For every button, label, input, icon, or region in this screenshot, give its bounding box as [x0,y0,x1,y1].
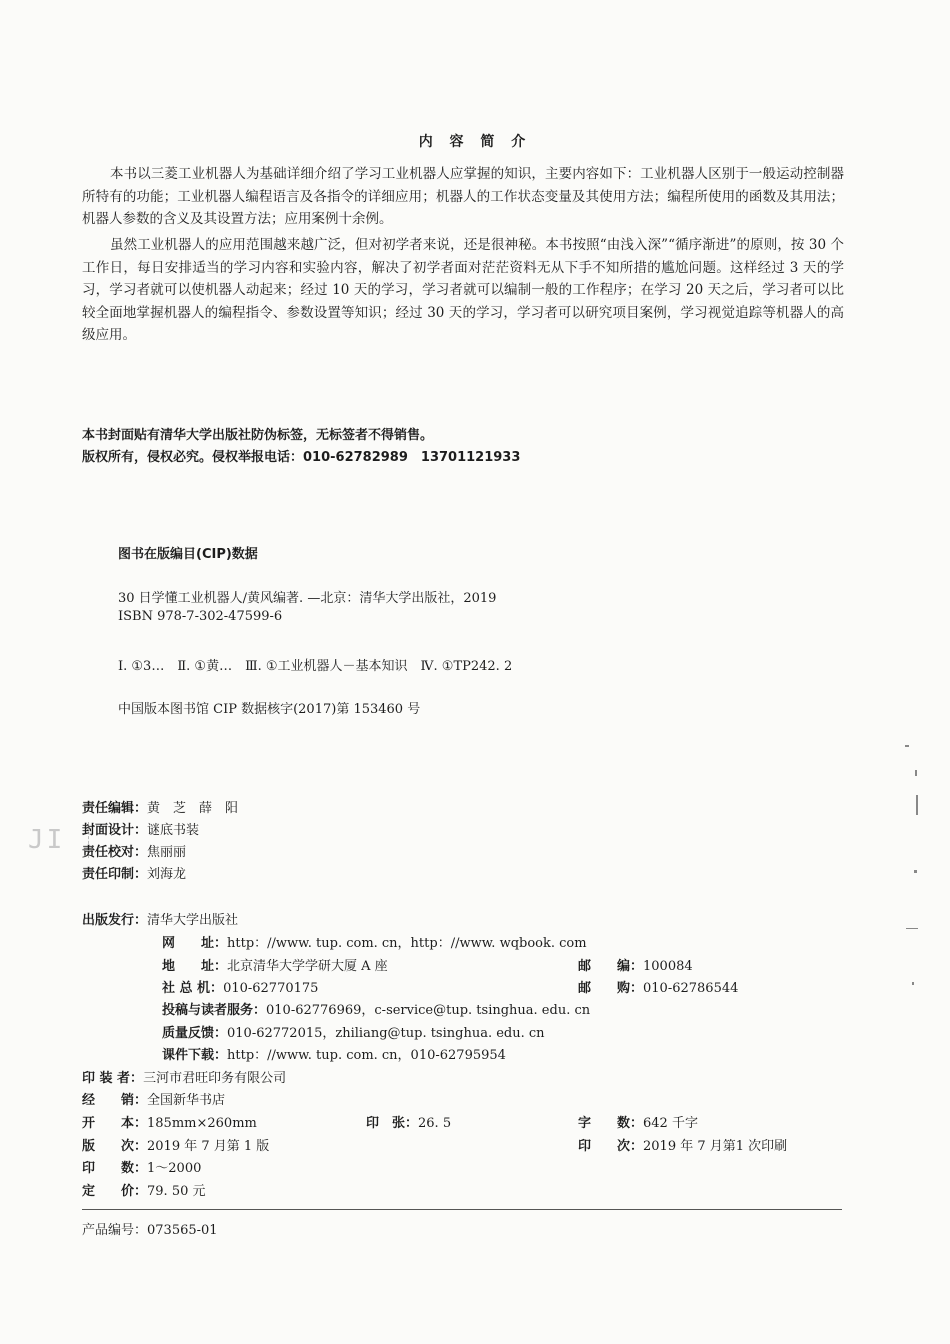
credit-value: 谜底书装 [147,823,200,838]
spec-edition [82,1135,269,1154]
price-label: 定 价： [82,1184,148,1199]
publisher-address [162,955,388,974]
cip-title-line: 30 日学懂工业机器人/黄风编著. —北京：清华大学出版社，2019 [118,591,497,606]
publisher-mailorder [578,977,738,996]
submission-value: 010-62776969，c-service@tup. tsinghua. edu. cn [266,1003,591,1018]
cip-record-number: 中国版本图书馆 CIP 数据核字(2017)第 153460 号 [118,702,421,717]
printing-value: 2019 年 7 月第1 次印刷 [643,1139,788,1154]
cip-classification: Ⅰ. ①3… Ⅱ. ①黄… Ⅲ. ①工业机器人－基本知识 Ⅳ. ①TP242. 2 [118,659,513,674]
publisher-submission [162,999,590,1018]
website-label: 网 址： [162,936,228,951]
format-label: 开 本： [82,1116,148,1131]
spec-printing [578,1135,787,1154]
switchboard-value: 010-62770175 [223,981,319,996]
credit-value: 黄 芝 薛 阳 [147,801,239,816]
address-label: 地 址： [162,959,228,974]
printer-label: 印 装 者： [82,1071,144,1086]
postcode-label: 邮 编： [578,959,644,974]
scan-mark [905,745,909,747]
summary-heading: 内 容 简 介 [418,134,532,150]
credit-editor [82,797,238,816]
postcode-value: 100084 [643,959,693,974]
sheets-value: 26. 5 [418,1116,452,1131]
summary-paragraph-1: 本书以三菱工业机器人为基础详细介绍了学习工业机器人应掌握的知识，主要内容如下：工业机器人区别于一般运动控制器所特有的功能；工业机器人编程语言及各指令的详细应用；机器人的工作状态变量及其使用方法；编程所使用的函数及其用法；机器人参数的含义及其设置方法；应用案例十余例。 [82,166,844,227]
format-value: 185mm×260mm [147,1116,257,1131]
footer-divider [82,1209,842,1210]
download-value: http：//www. tup. com. cn，010-62795954 [227,1048,506,1063]
sheets-label: 印 张： [366,1116,419,1131]
spec-copies [82,1157,201,1176]
product-label: 产品编号： [82,1223,148,1238]
scan-mark [912,982,914,985]
mailorder-value: 010-62786544 [643,981,739,996]
publisher-name: 清华大学出版社 [147,913,239,928]
website-value: http：//www. tup. com. cn，http：//www. wqbook. com [227,936,587,951]
publisher-postcode [578,955,693,974]
switchboard-label: 社 总 机： [162,981,224,996]
spec-distributor [82,1089,225,1108]
publisher-label: 出版发行： [82,913,148,928]
scan-mark [906,928,918,929]
quality-label: 质量反馈： [162,1026,228,1041]
submission-label: 投稿与读者服务： [162,1003,267,1018]
mailorder-label: 邮 购： [578,981,644,996]
publisher-website [162,932,587,951]
publisher-quality [162,1022,545,1041]
address-value: 北京清华大学学研大厦 A 座 [227,959,388,974]
edition-value: 2019 年 7 月第 1 版 [147,1139,270,1154]
quality-value: 010-62772015，zhiliang@tup. tsinghua. edu. cn [227,1026,545,1041]
spec-words [578,1112,698,1131]
publisher-download [162,1044,506,1063]
credit-printing-manager [82,863,186,882]
credit-label: 封面设计： [82,823,148,838]
scan-mark [914,870,917,873]
anti-counterfeit-notice: 本书封面贴有清华大学出版社防伪标签，无标签者不得销售。 [82,428,434,443]
summary-paragraph-2: 虽然工业机器人的应用范围越来越广泛，但对初学者来说，还是很神秘。本书按照“由浅入深”“循序渐进”的原则，按 30 个工作日，每日安排适当的学习内容和实验内容，解决了初学者面对茫茫资料无从下手不知所措的尴尬问题。这样经过 3 天的学习，学习者就可以使机器人动起来；经过 10 天的学习，学习者就可以编制一般的工作程序；在学习 20 天之后，学习者可以比较全面地掌握机器人的编程指令、参数设置等知识；经过 30 天的学习，学习者可以研究项目案例，学习视觉追踪等机器人的高级应用。 [82,237,844,343]
cip-heading: 图书在版编目(CIP)数据 [118,547,258,562]
spec-price [82,1180,206,1199]
copyright-notice: 版权所有，侵权必究。侵权举报电话：010-62782989 13701121933 [82,450,521,465]
product-number [82,1219,218,1238]
distributor-value: 全国新华书店 [147,1093,226,1108]
printing-label: 印 次： [578,1139,644,1154]
price-value: 79. 50 元 [147,1184,206,1199]
product-value: 073565-01 [147,1223,218,1238]
spec-printer [82,1067,286,1086]
distributor-label: 经 销： [82,1093,148,1108]
scan-mark [916,795,918,815]
edition-label: 版 次： [82,1139,148,1154]
scan-mark [915,770,917,776]
copies-value: 1～2000 [147,1161,202,1176]
spec-format [82,1112,257,1131]
credit-label: 责任编辑： [82,801,148,816]
credit-cover-design [82,819,199,838]
words-value: 642 千字 [643,1116,698,1131]
printer-value: 三河市君旺印务有限公司 [143,1071,287,1086]
credit-value: 刘海龙 [147,867,187,882]
publisher-line [82,909,238,928]
download-label: 课件下载： [162,1048,228,1063]
credit-label: 责任印制： [82,867,148,882]
words-label: 字 数： [578,1116,644,1131]
ghost-mark: JI [28,822,89,858]
cip-isbn: ISBN 978-7-302-47599-6 [118,609,283,624]
publisher-switchboard [162,977,318,996]
copies-label: 印 数： [82,1161,148,1176]
credit-proofreader [82,841,186,860]
credit-value: 焦丽丽 [147,845,187,860]
spec-sheets [366,1112,451,1131]
credit-label: 责任校对： [82,845,148,860]
